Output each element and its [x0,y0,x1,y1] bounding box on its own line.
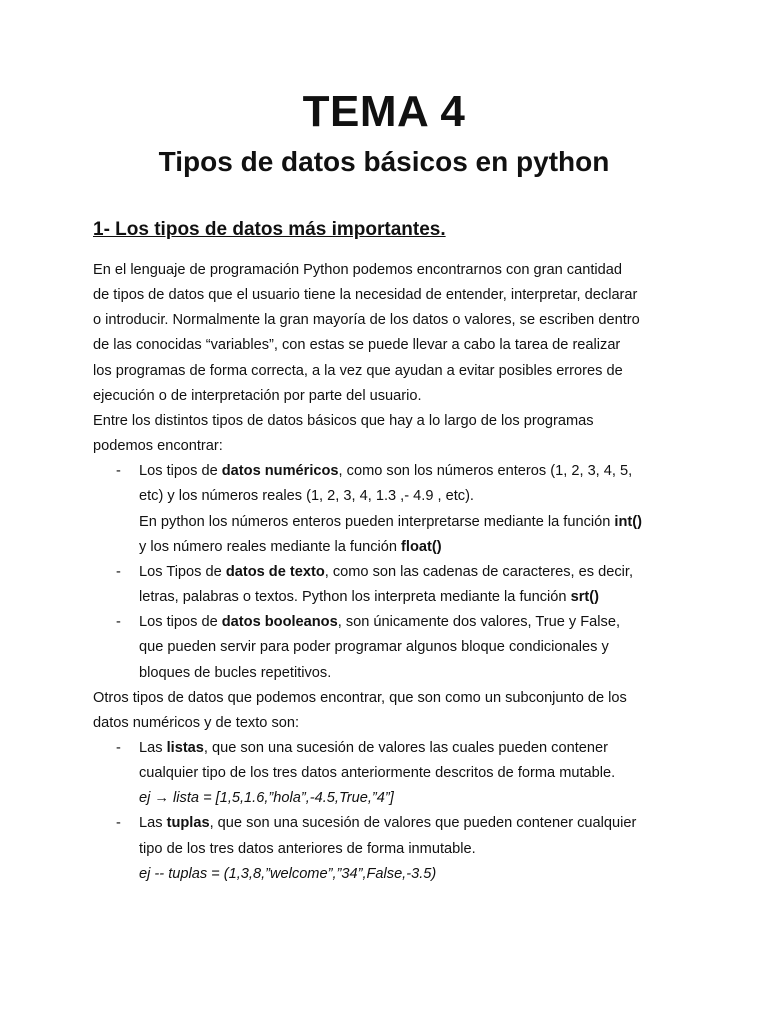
list-dash: - [116,614,121,631]
text-line: podemos encontrar: [93,438,223,455]
page-subtitle: Tipos de datos básicos en python [158,146,610,177]
text-line: de tipos de datos que el usuario tiene la necesidad de entender, interpretar, declarar [93,287,638,304]
code-example: ej → lista = [1,5,1.6,”hola”,-4.5,True,”4”] [139,790,394,807]
list-item-numeric [93,459,693,560]
text-line: etc) y los números reales (1, 2, 3, 4, 1.3 ,- 4.9 , etc). [139,488,474,505]
text-line: En el lenguaje de programación Python podemos encontrarnos con gran cantidad [93,262,622,278]
text-line [139,610,693,635]
list-item-boolean [93,610,693,685]
text-line: Otros tipos de datos que podemos encontrar, que son como un subconjunto de los [93,689,627,706]
text-line: ejecución o de interpretación por parte del usuario. [93,387,422,404]
text-span: Los Tipos de [139,563,226,580]
code-example: ej -- tuplas = (1,3,8,”welcome”,”34”,False,-3.5) [139,865,437,882]
text-line [139,560,693,585]
list-dash: - [116,463,121,480]
text-line: los programas de forma correcta, a la vez que ayudan a evitar posibles errores de [93,362,623,379]
term-bold: listas [166,739,204,756]
text-span: Las [139,739,167,756]
text-span: En python los números enteros pueden interpretarse mediante la función [139,513,615,530]
list-dash: - [116,815,121,832]
text-line: datos numéricos y de texto son: [93,714,300,731]
text-span: , como son las cadenas de caracteres, es decir, [324,563,633,580]
function-bold: srt() [570,589,599,606]
text-line: tipo de los tres datos anteriores de forma inmutable. [139,840,476,857]
text-line: cualquier tipo de los tres datos anteriormente descritos de forma mutable. [139,765,616,782]
list-item-tuples [93,811,693,886]
basic-types-list [93,459,693,685]
list-item-text [93,560,693,610]
document-body [93,258,693,887]
text-line: que pueden servir para poder programar algunos bloque condicionales y [139,639,609,656]
list-item-lists [93,736,693,811]
text-line: Entre los distintos tipos de datos básicos que hay a lo largo de los programas [93,412,594,429]
section-heading: 1- Los tipos de datos más importantes. [93,219,446,240]
list-dash: - [116,739,121,756]
term-bold: datos de texto [225,563,325,580]
text-line: o introducir. Normalmente la gran mayoría de los datos o valores, se escriben dentro [93,312,640,329]
term-bold: datos booleanos [221,614,338,631]
term-bold: datos numéricos [221,463,339,480]
text-span: , como son los números enteros (1, 2, 3, 4, 5, [338,463,633,480]
text-line [139,585,693,610]
text-line: de las conocidas “variables”, con estas se puede llevar a cabo la tarea de realizar [93,337,621,354]
function-bold: float() [401,538,442,555]
text-line [139,862,693,887]
text-line [139,811,693,836]
text-line [139,786,693,811]
other-types-list [93,736,693,887]
page-title: TEMA 4 [302,87,466,136]
text-span: Las [139,815,167,832]
text-span: y los número reales mediante la función [139,538,402,555]
basic-types-intro [93,409,693,459]
text-span: , que son una sucesión de valores que pueden contener cualquier [209,815,637,832]
text-span: Los tipos de [139,614,222,631]
text-line [139,510,693,535]
text-line [139,459,693,484]
other-types-intro [93,686,693,736]
text-span: Los tipos de [139,463,222,480]
text-line [139,736,693,761]
text-line: bloques de bucles repetitivos. [139,664,332,681]
text-span: letras, palabras o textos. Python los interpreta mediante la función [139,589,571,606]
text-span: , son únicamente dos valores, True y False, [337,614,621,631]
list-dash: - [116,563,121,580]
text-span: , que son una sucesión de valores las cuales pueden contener [203,739,608,756]
intro-paragraph [93,258,693,409]
term-bold: tuplas [166,815,210,832]
text-line [139,535,693,560]
function-bold: int() [614,513,642,530]
